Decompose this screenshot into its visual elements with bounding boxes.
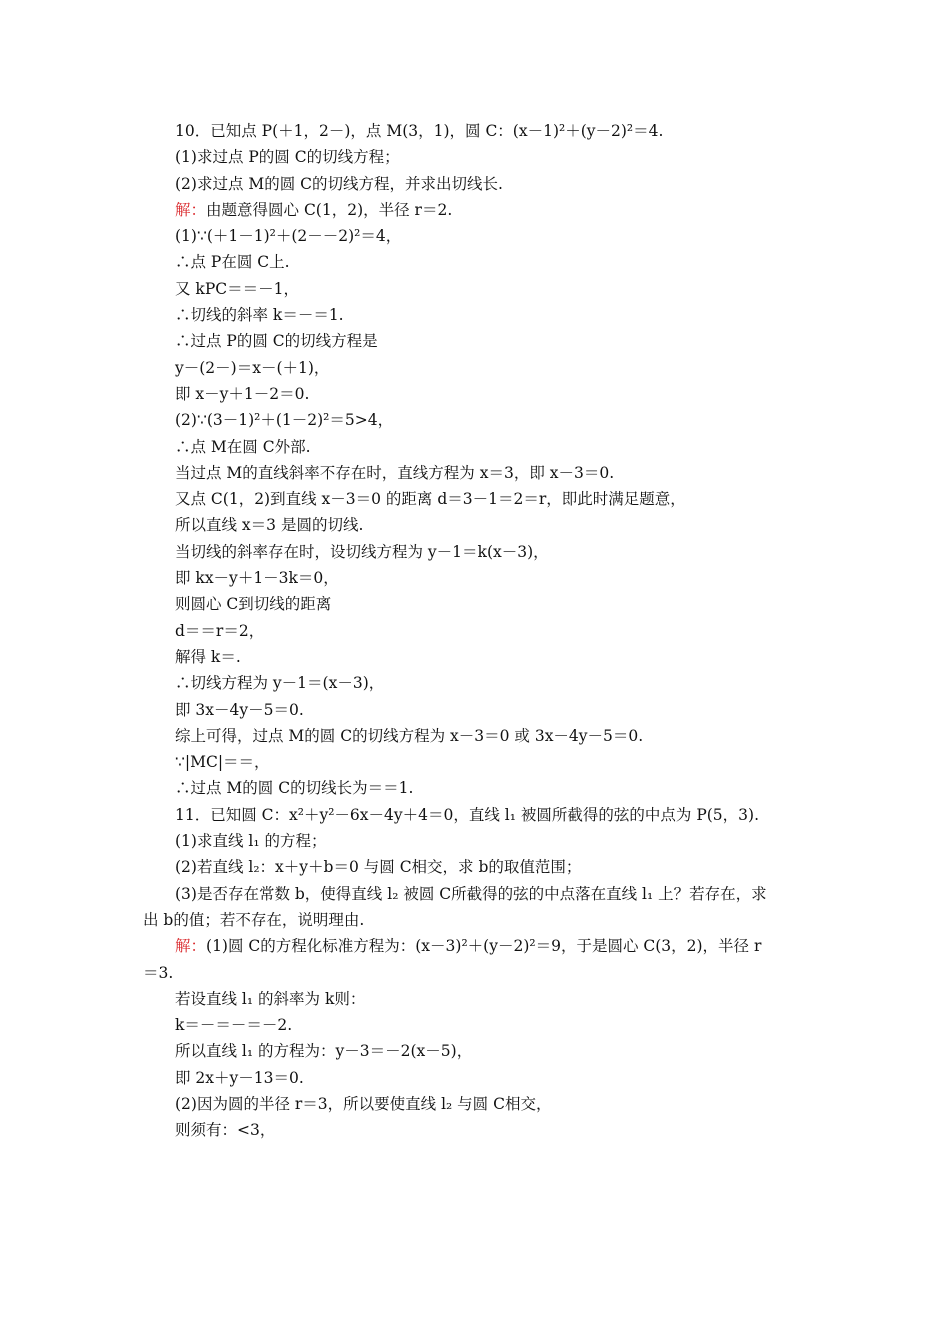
line-text: d＝＝r＝2， — [175, 621, 265, 640]
text-line — [143, 460, 813, 486]
text-line — [143, 118, 813, 144]
line-text: 则须有：<3， — [175, 1121, 276, 1140]
line-text: ∵|MC|＝＝， — [175, 753, 270, 772]
document-body — [143, 118, 813, 1144]
text-line — [143, 670, 813, 696]
text-line — [143, 618, 813, 644]
text-line — [143, 749, 813, 775]
text-line — [143, 434, 813, 460]
line-text: 当过点 M的直线斜率不存在时，直线方程为 x＝3，即 x－3＝0. — [175, 463, 615, 482]
line-text: (2)若直线 l₂：x＋y＋b＝0 与圆 C相交，求 b的取值范围； — [175, 858, 582, 877]
line-text: 综上可得，过点 M的圆 C的切线方程为 x－3＝0 或 3x－4y－5＝0. — [175, 726, 644, 745]
text-line — [143, 986, 813, 1012]
text-line — [143, 1038, 813, 1064]
line-text: k＝－＝－＝－2. — [175, 1016, 293, 1035]
text-line — [143, 723, 813, 749]
line-text: y－(2－)＝x－(＋1)， — [175, 358, 330, 377]
line-text: (2)因为圆的半径 r＝3，所以要使直线 l₂ 与圆 C相交， — [175, 1094, 552, 1113]
line-text: 当切线的斜率存在时，设切线方程为 y－1＝k(x－3)， — [175, 542, 549, 561]
text-line — [143, 933, 813, 959]
line-text: ＝3. — [143, 963, 174, 982]
text-line — [143, 249, 813, 275]
line-text: (1)圆 C的方程化标准方程为：(x－3)²＋(y－2)²＝9，于是圆心 C(3，2)，半径 r — [206, 937, 762, 956]
line-text: (1)求过点 P的圆 C的切线方程； — [175, 148, 400, 167]
text-line — [143, 775, 813, 801]
text-line — [143, 302, 813, 328]
text-line — [143, 1117, 813, 1143]
line-text: 即 3x－4y－5＝0. — [175, 700, 304, 719]
line-text: 即 x－y＋1－2＝0. — [175, 384, 310, 403]
text-line — [143, 276, 813, 302]
solution-label: 解： — [175, 937, 207, 956]
line-text: (1)求直线 l₁ 的方程； — [175, 832, 327, 851]
text-line — [143, 144, 813, 170]
line-text: ∴过点 P的圆 C的切线方程是 — [175, 332, 378, 351]
text-line — [143, 854, 813, 880]
text-line — [143, 828, 813, 854]
line-text: ∴点 P在圆 C上. — [175, 253, 290, 272]
line-text: 由题意得圆心 C(1，2)，半径 r＝2. — [206, 200, 453, 219]
solution-label: 解： — [175, 200, 207, 219]
line-text: 又 kPC＝＝－1， — [175, 279, 299, 298]
line-text: 解得 k＝. — [175, 647, 241, 666]
line-text: ∴点 M在圆 C外部. — [175, 437, 311, 456]
line-text: 所以直线 l₁ 的方程为：y－3＝－2(x－5)， — [175, 1042, 473, 1061]
text-line — [143, 697, 813, 723]
line-text: 所以直线 x＝3 是圆的切线. — [175, 516, 364, 535]
text-line — [143, 486, 813, 512]
line-text: (3)是否存在常数 b，使得直线 l₂ 被圆 C所截得的弦的中点落在直线 l₁ 上？若存在，求 — [175, 884, 767, 903]
line-text: ∴切线方程为 y－1＝(x－3)， — [175, 674, 385, 693]
text-line — [143, 328, 813, 354]
line-text: (2)求过点 M的圆 C的切线方程，并求出切线长. — [175, 174, 503, 193]
text-line — [143, 960, 813, 986]
line-text: 若设直线 l₁ 的斜率为 k则： — [175, 989, 366, 1008]
line-text: 即 2x＋y－13＝0. — [175, 1068, 304, 1087]
text-line — [143, 1065, 813, 1091]
line-text: (1)∵(＋1－1)²＋(2－－2)²＝4， — [175, 227, 402, 246]
text-line — [143, 223, 813, 249]
text-line — [143, 355, 813, 381]
text-line — [143, 644, 813, 670]
line-text: (2)∵(3－1)²＋(1－2)²＝5>4， — [175, 411, 394, 430]
text-line — [143, 802, 813, 828]
text-line — [143, 197, 813, 223]
line-text: 11．已知圆 C：x²＋y²－6x－4y＋4＝0，直线 l₁ 被圆所截得的弦的中点为 P(5，3). — [175, 805, 760, 824]
text-line — [143, 1091, 813, 1117]
line-text: ∴过点 M的圆 C的切线长为＝＝1. — [175, 779, 414, 798]
line-text: 10．已知点 P(＋1，2－)，点 M(3，1)，圆 C：(x－1)²＋(y－2)²＝4. — [175, 122, 664, 140]
text-line — [143, 171, 813, 197]
text-line — [143, 407, 813, 433]
line-text: 又点 C(1，2)到直线 x－3＝0 的距离 d＝3－1＝2＝r，即此时满足题意， — [175, 490, 686, 509]
text-line — [143, 565, 813, 591]
text-line — [143, 512, 813, 538]
line-text: 出 b的值；若不存在，说明理由. — [143, 910, 365, 929]
text-line — [143, 907, 813, 933]
text-line — [143, 539, 813, 565]
text-line — [143, 381, 813, 407]
text-line — [143, 881, 813, 907]
text-line — [143, 1012, 813, 1038]
line-text: 即 kx－y＋1－3k＝0， — [175, 569, 339, 588]
line-text: 则圆心 C到切线的距离 — [175, 595, 332, 614]
text-line — [143, 591, 813, 617]
line-text: ∴切线的斜率 k＝－＝1. — [175, 306, 344, 325]
